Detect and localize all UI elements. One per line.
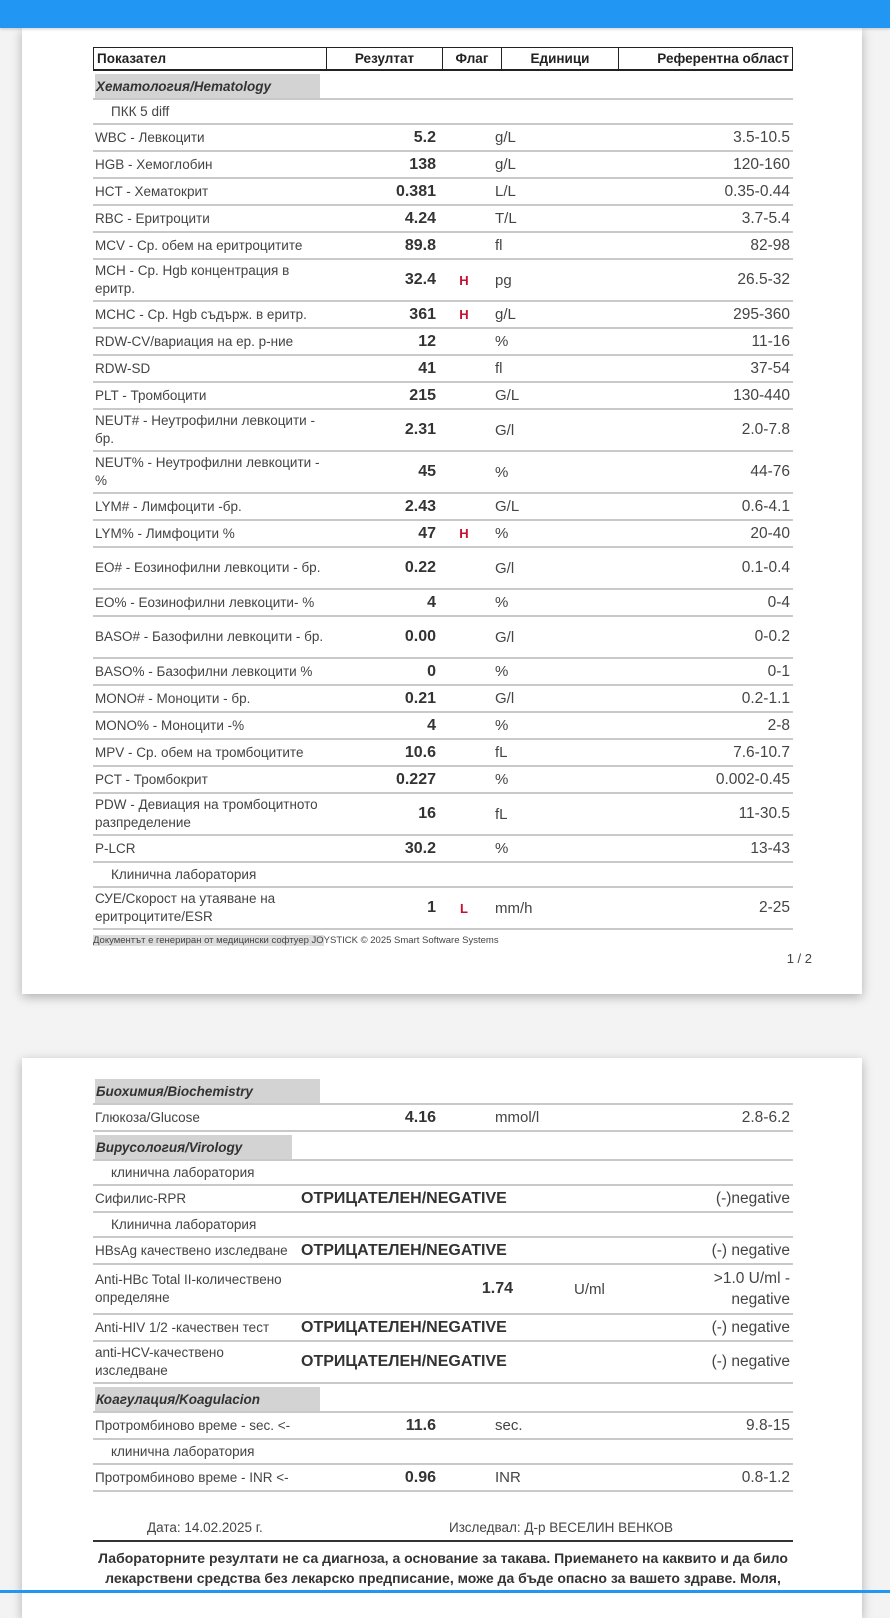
test-unit: g/L — [495, 156, 516, 173]
test-reference: 0-0.2 — [754, 628, 790, 645]
test-value: 2.43 — [404, 497, 436, 515]
test-reference: 2.0-7.8 — [741, 421, 790, 438]
test-reference: 0.1-0.4 — [741, 559, 790, 576]
table-row-glucose — [93, 1105, 793, 1132]
test-unit: G/l — [495, 690, 515, 707]
table-row — [93, 740, 793, 767]
signature-line — [93, 1518, 793, 1542]
table-row — [93, 452, 793, 494]
section-coagulation — [93, 1384, 793, 1413]
table-row — [93, 548, 793, 590]
test-value: 0.00 — [404, 628, 436, 645]
test-value: 215 — [409, 386, 436, 404]
test-unit: fL — [495, 805, 508, 823]
test-name: NEUT% - Неутрофилни левкоцити - % — [95, 455, 320, 488]
test-value: 4 — [427, 716, 436, 734]
test-value: 0.227 — [395, 770, 436, 788]
test-reference: 2-8 — [767, 716, 790, 734]
test-reference: 0-4 — [767, 593, 790, 611]
footer-highlight: Документът е генериран от медицински софтуер JO — [93, 935, 324, 946]
table-row — [93, 125, 793, 152]
subgroup-cbc: ПКК 5 diff — [93, 100, 793, 125]
header-indicator: Показател — [94, 48, 327, 69]
test-reference: 82-98 — [750, 236, 790, 254]
test-reference: 295-360 — [733, 305, 790, 323]
test-unit: G/L — [495, 498, 520, 515]
test-reference: 11-16 — [751, 332, 790, 350]
table-row — [93, 383, 793, 410]
test-name: EO# - Еозинофилни левкоцити - бр. — [95, 560, 321, 575]
section-hematology — [93, 71, 793, 100]
table-row — [93, 233, 793, 260]
test-name: MCH - Ср. Hgb концентрация в еритр. — [95, 263, 290, 296]
table-row — [93, 836, 793, 863]
subgroup-clinical-lab: Клинична лаборатория — [93, 1213, 793, 1238]
table-row-pt-sec — [93, 1413, 793, 1440]
table-row — [93, 494, 793, 521]
test-name: HGB - Хемоглобин — [95, 156, 213, 172]
test-reference: 0.2-1.1 — [741, 689, 790, 707]
reference-line-2: negative — [731, 1291, 790, 1308]
test-name: EO% - Еозинофилни левкоцити- % — [95, 594, 315, 610]
test-unit: T/L — [495, 210, 517, 227]
test-unit: G/l — [495, 559, 515, 577]
test-unit: L/L — [495, 183, 516, 200]
test-name: RDW-SD — [95, 360, 151, 376]
test-reference: 130-440 — [733, 386, 790, 404]
table-row — [93, 659, 793, 686]
test-reference — [679, 1268, 793, 1310]
test-reference: 0.6-4.1 — [741, 497, 790, 515]
test-reference: (-)negative — [715, 1189, 790, 1207]
table-row — [93, 329, 793, 356]
test-unit: mm/h — [495, 899, 533, 917]
test-name: BASO% - Базофилни левкоцити % — [95, 663, 313, 679]
test-value: 32.4 — [404, 271, 436, 288]
test-name: LYM# - Лимфоцити -бр. — [95, 498, 242, 514]
results-table-continued — [93, 1076, 793, 1492]
test-name: MONO% - Моноцити -% — [95, 717, 245, 733]
test-reference: 2-25 — [758, 899, 790, 916]
test-value: 10.6 — [404, 743, 436, 761]
test-value: 4.24 — [404, 209, 436, 227]
table-row — [93, 206, 793, 233]
header-units: Единици — [502, 48, 619, 69]
reference-line-1: >1.0 U/ml - — [713, 1270, 790, 1287]
test-value: 0.21 — [404, 689, 436, 707]
table-row — [93, 356, 793, 383]
test-reference: (-) negative — [711, 1353, 790, 1370]
test-value: 0.381 — [395, 182, 436, 200]
table-row — [93, 179, 793, 206]
test-name: BASO# - Базофилни левкоцити - бр. — [95, 629, 324, 644]
page-number: 1 / 2 — [786, 951, 812, 966]
table-row-pt-inr — [93, 1465, 793, 1492]
table-row-antihiv — [93, 1315, 793, 1342]
subgroup-clinical-lab: Клинична лаборатория — [93, 863, 793, 888]
table-row — [93, 713, 793, 740]
test-reference: 7.6-10.7 — [733, 743, 790, 761]
header-result: Резултат — [327, 48, 443, 69]
test-value: 47 — [418, 524, 436, 542]
test-name: СУЕ/Скорост на утаяване на еритроцитите/ESR — [95, 891, 276, 924]
test-value: ОТРИЦАТЕЛЕН/NEGATIVE — [301, 1241, 507, 1259]
report-date: Дата: 14.02.2025 г. — [147, 1520, 263, 1535]
test-reference: 20-40 — [750, 524, 790, 542]
test-name: PDW - Девиация на тромбоцитното разпределение — [95, 797, 318, 830]
test-name: NEUT# - Неутрофилни левкоцити - бр. — [95, 413, 315, 446]
test-unit: U/ml — [574, 1280, 605, 1298]
test-name: HBsAg качествено изследване — [95, 1242, 288, 1258]
table-row — [93, 617, 793, 659]
test-name: WBC - Левкоцити — [95, 129, 205, 145]
test-value: 2.31 — [404, 421, 436, 438]
test-value: 1.74 — [481, 1280, 513, 1297]
test-name: Anti-HBc Total II-количествено определяне — [95, 1272, 282, 1305]
test-reference: 11-30.5 — [738, 805, 790, 822]
test-reference: 13-43 — [750, 839, 790, 857]
test-value: 12 — [418, 332, 436, 350]
section-biochemistry — [93, 1076, 793, 1105]
test-unit: pg — [495, 271, 512, 289]
section-title: Хематология/Hematology — [95, 74, 320, 98]
test-reference: 0.8-1.2 — [741, 1468, 790, 1486]
test-name: anti-HCV-качествено изследване — [95, 1345, 224, 1378]
test-reference: 26.5-32 — [737, 271, 790, 288]
section-virology — [93, 1132, 793, 1161]
test-name: Протромбиново време - INR <- — [95, 1469, 289, 1485]
test-name: RDW-CV/вариация на ер. р-ние — [95, 333, 294, 349]
test-name: MPV - Ср. обем на тромбоцитите — [95, 744, 304, 760]
test-reference: (-) negative — [711, 1241, 790, 1259]
test-name: Протромбиново време - sec. <- — [95, 1417, 291, 1433]
test-unit: fl — [495, 360, 503, 377]
test-unit: INR — [495, 1469, 521, 1486]
test-reference: 44-76 — [750, 463, 790, 480]
table-row-syphilis — [93, 1186, 793, 1213]
test-name: RBC - Еритроцити — [95, 210, 210, 226]
test-value: ОТРИЦАТЕЛЕН/NEGATIVE — [301, 1318, 507, 1336]
test-value: ОТРИЦАТЕЛЕН/NEGATIVE — [301, 1353, 507, 1370]
test-value: 0 — [427, 662, 436, 680]
flag-high: H — [459, 307, 469, 322]
header-flag: Флаг — [443, 48, 502, 69]
document-page-1 — [22, 28, 862, 994]
test-name: PLT - Тромбоцити — [95, 387, 207, 403]
table-row — [93, 590, 793, 617]
test-reference: 3.7-5.4 — [741, 209, 790, 227]
table-row — [93, 686, 793, 713]
test-name: MCHC - Ср. Hgb съдърж. в еритр. — [95, 306, 307, 322]
test-unit: % — [495, 717, 509, 734]
test-unit: fl — [495, 237, 503, 254]
results-table — [93, 47, 793, 930]
test-reference: 2.8-6.2 — [741, 1108, 790, 1126]
test-unit: % — [495, 840, 509, 857]
test-value: 138 — [409, 155, 436, 173]
document-page-2 — [22, 1058, 862, 1618]
test-unit: g/L — [495, 129, 516, 146]
header-reference: Референтна област — [657, 51, 789, 66]
test-reference: 0.35-0.44 — [724, 182, 790, 200]
test-reference: (-) negative — [711, 1318, 790, 1336]
test-reference: 3.5-10.5 — [733, 128, 790, 146]
table-row-esr — [93, 888, 793, 930]
test-unit: % — [495, 663, 509, 680]
test-unit: % — [495, 463, 509, 481]
table-row-antihcv — [93, 1342, 793, 1384]
subgroup-clinical-lab: клинична лаборатория — [93, 1161, 793, 1186]
test-name: Anti-HIV 1/2 -качествен тест — [95, 1319, 270, 1335]
test-value: 0.22 — [404, 559, 436, 576]
test-name: PCT - Тромбокрит — [95, 771, 208, 787]
test-value: 16 — [418, 805, 436, 822]
section-title: Коагулация/Koagulacion — [95, 1387, 320, 1411]
hematology-rows — [93, 125, 793, 863]
test-value: 361 — [409, 305, 436, 323]
flag-low: L — [460, 900, 468, 916]
test-reference: 9.8-15 — [746, 1416, 790, 1434]
test-unit: G/L — [495, 387, 520, 404]
test-value: 0.96 — [404, 1468, 436, 1486]
subgroup-clinical-lab: клинична лаборатория — [93, 1440, 793, 1465]
test-value: 11.6 — [405, 1416, 436, 1434]
table-row — [93, 302, 793, 329]
table-header — [93, 47, 793, 71]
test-value: 5.2 — [413, 128, 436, 146]
test-reference: 120-160 — [733, 155, 790, 173]
test-value: 30.2 — [404, 839, 436, 857]
footer-rest: YSTICK © 2025 Smart Software Systems — [323, 935, 499, 946]
test-value: 41 — [418, 359, 436, 377]
test-reference: 0.002-0.45 — [715, 770, 790, 788]
test-unit: fL — [495, 744, 508, 761]
test-value: 89.8 — [404, 236, 436, 254]
test-value: 45 — [418, 463, 436, 480]
test-name: LYM% - Лимфоцити % — [95, 525, 235, 541]
examined-by: Изследвал: Д-р ВЕСЕЛИН ВЕНКОВ — [449, 1520, 674, 1535]
table-row — [93, 410, 793, 452]
table-row — [93, 767, 793, 794]
flag-high: H — [459, 272, 469, 288]
table-row-hbsag — [93, 1238, 793, 1265]
section-title: Биохимия/Biochemistry — [95, 1079, 320, 1103]
test-unit: G/l — [495, 421, 515, 439]
test-unit: % — [495, 594, 509, 611]
table-row — [93, 521, 793, 548]
top-app-bar — [0, 0, 890, 28]
test-unit: % — [495, 333, 509, 350]
test-name: HCT - Хематокрит — [95, 183, 209, 199]
test-name: P-LCR — [95, 840, 136, 856]
test-unit: % — [495, 771, 509, 788]
test-value: ОТРИЦАТЕЛЕН/NEGATIVE — [301, 1189, 507, 1207]
table-row-antihbc — [93, 1265, 793, 1315]
test-unit: G/l — [495, 628, 515, 646]
test-name: Глюкоза/Glucose — [95, 1109, 200, 1125]
test-value: 1 — [427, 899, 436, 916]
test-unit: sec. — [495, 1417, 523, 1434]
table-row — [93, 260, 793, 302]
test-unit: g/L — [495, 306, 516, 323]
test-name: MONO# - Моноцити - бр. — [95, 690, 251, 706]
flag-high: H — [459, 526, 469, 541]
test-unit: mmol/l — [495, 1109, 540, 1126]
test-reference: 0-1 — [767, 662, 790, 680]
section-title: Вирусология/Virology — [95, 1135, 292, 1159]
test-name: Сифилис-RPR — [95, 1190, 187, 1206]
test-value: 4 — [427, 593, 436, 611]
table-row — [93, 794, 793, 836]
test-unit: % — [495, 525, 509, 542]
test-name: MCV - Ср. обем на еритроцитите — [95, 237, 303, 253]
test-value: 4.16 — [404, 1108, 436, 1126]
test-reference: 37-54 — [750, 359, 790, 377]
software-footer — [93, 935, 499, 946]
table-row — [93, 152, 793, 179]
disclaimer-text: Лабораторните резултати не са диагноза, а основание за такава. Приемането на каквито и да било лекарствени средства без лекарско предписание, може да бъде опасно за вашето здраве. Моля, — [98, 1550, 788, 1586]
